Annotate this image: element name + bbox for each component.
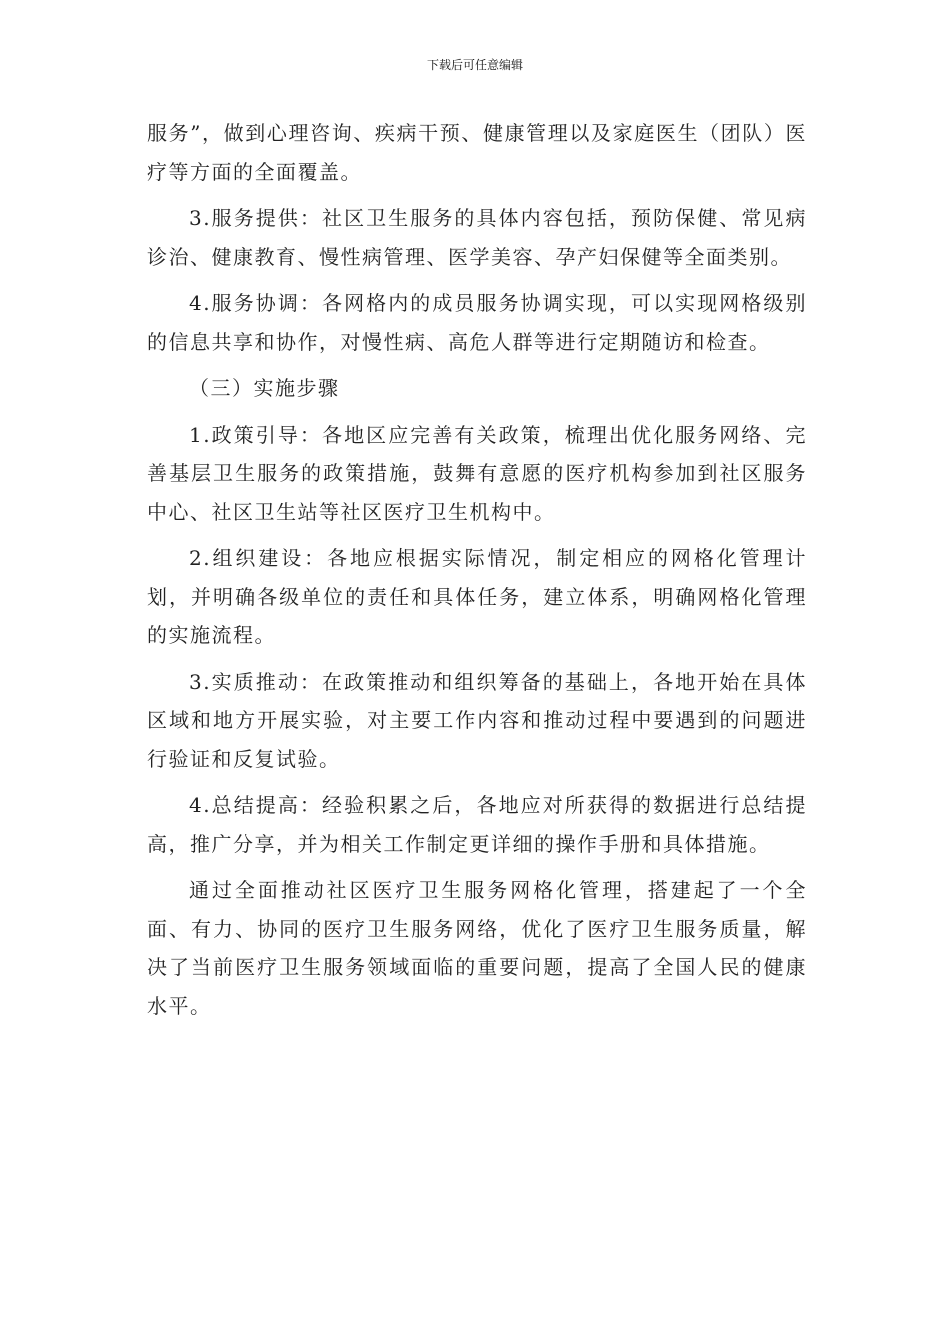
paragraph-conclusion: 通过全面推动社区医疗卫生服务网格化管理，搭建起了一个全面、有力、协同的医疗卫生服务网络，优化了医疗卫生服务质量，解决了当前医疗卫生服务领域面临的重要问题，提高了全国人民的健康水平。 (147, 878, 807, 1018)
page-header: 下载后可任意编辑 (426, 58, 523, 72)
paragraph-organization-building: 2.组织建设：各地应根据实际情况，制定相应的网格化管理计划，并明确各级单位的责任和具体任务，建立体系，明确网格化管理的实施流程。 (147, 546, 807, 647)
paragraph-continuation: 服务”，做到心理咨询、疾病干预、健康管理以及家庭医生（团队）医疗等方面的全面覆盖。 (147, 121, 807, 184)
paragraph-summary-improvement: 4.总结提高：经验积累之后，各地应对所获得的数据进行总结提高，推广分享，并为相关工作制定更详细的操作手册和具体措施。 (147, 793, 807, 856)
paragraph-policy-guidance: 1.政策引导：各地区应完善有关政策，梳理出优化服务网络、完善基层卫生服务的政策措施，鼓舞有意愿的医疗机构参加到社区服务中心、社区卫生站等社区医疗卫生机构中。 (147, 422, 807, 524)
section-heading-implementation-steps: （三）实施步骤 (189, 376, 340, 400)
paragraph-service-provision: 3.服务提供：社区卫生服务的具体内容包括，预防保健、常见病诊治、健康教育、慢性病管理、医学美容、孕产妇保健等全面类别。 (147, 206, 807, 269)
paragraph-service-coordination: 4.服务协调：各网格内的成员服务协调实现，可以实现网格级别的信息共享和协作，对慢性病、高危人群等进行定期随访和检查。 (147, 291, 807, 354)
document-body (147, 114, 807, 1025)
paragraph-substantive-promotion: 3.实质推动：在政策推动和组织筹备的基础上，各地开始在具体区域和地方开展实验，对主要工作内容和推动过程中要遇到的问题进行验证和反复试验。 (147, 669, 807, 771)
